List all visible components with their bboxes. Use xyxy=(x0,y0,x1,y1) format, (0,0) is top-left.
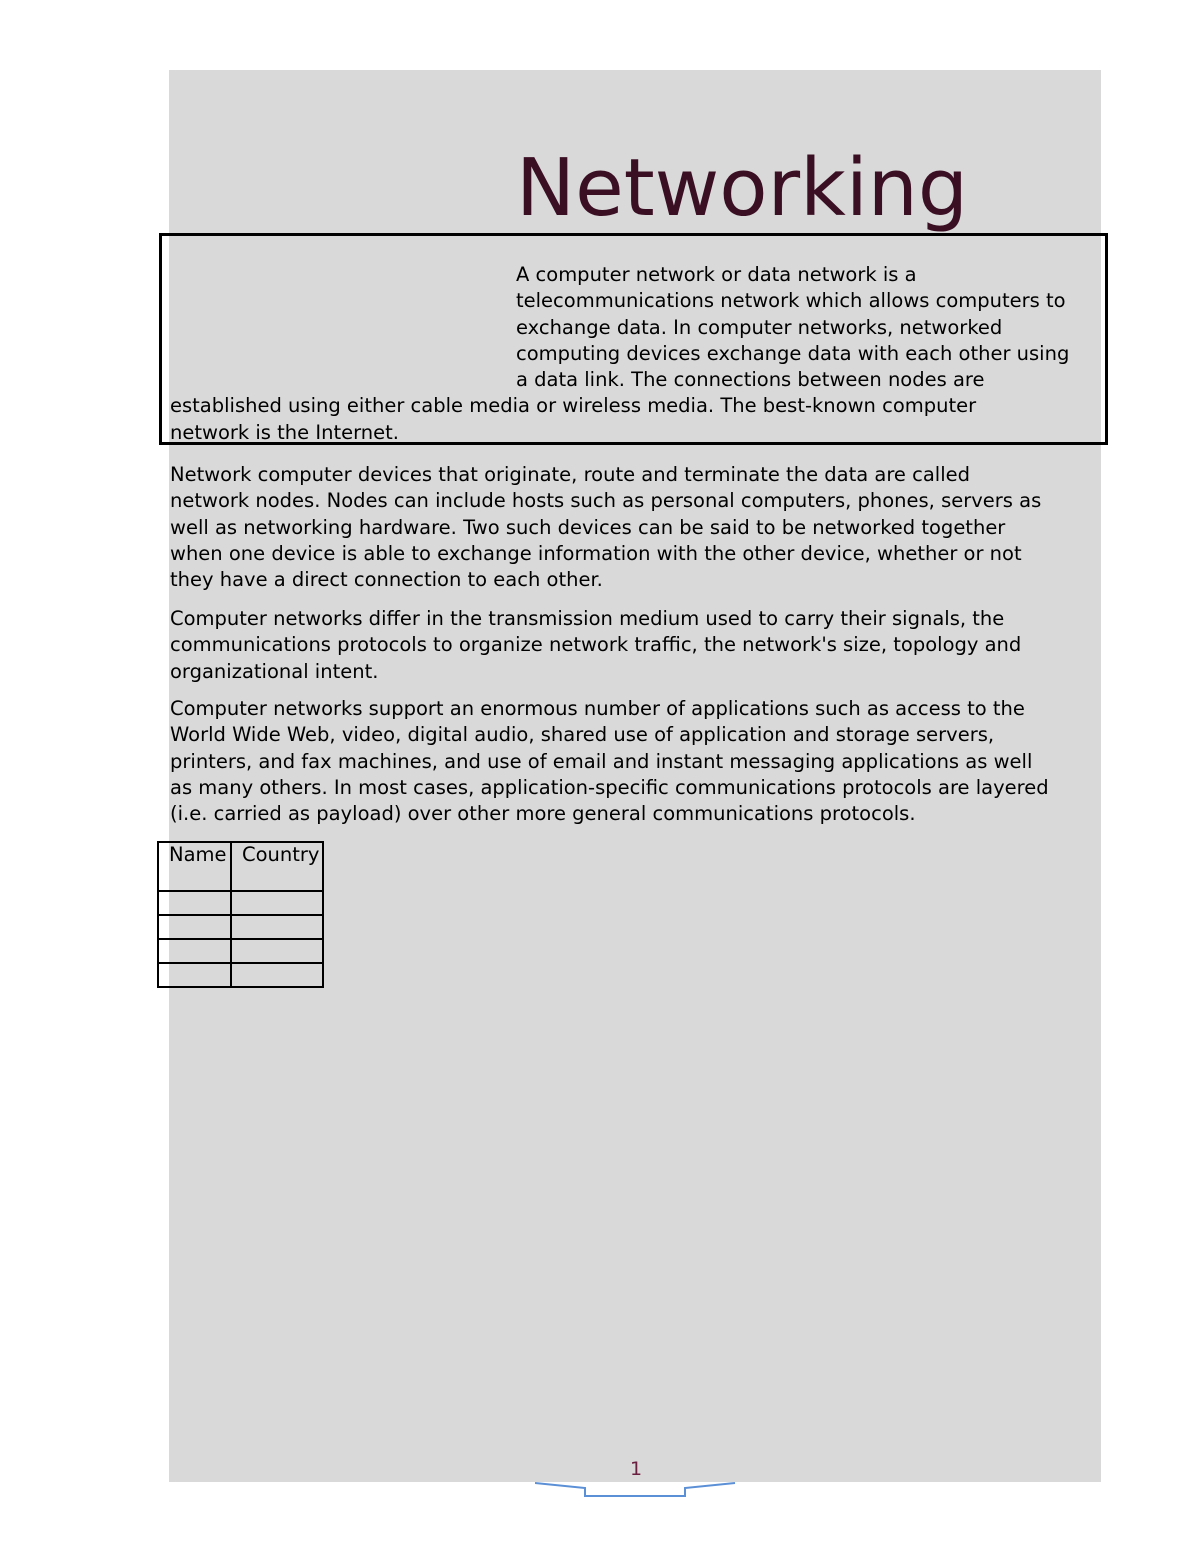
paragraph-line: when one device is able to exchange information with the other device, whether or not xyxy=(170,541,1022,565)
name-country-table xyxy=(157,841,324,988)
table-row xyxy=(158,891,323,915)
footer-page-number xyxy=(535,1455,737,1500)
paragraph-line: well as networking hardware. Two such devices can be said to be networked together xyxy=(170,515,1006,539)
intro-paragraph xyxy=(170,262,1102,446)
table-header-name: Name xyxy=(158,842,231,891)
intro-line: telecommunications network which allows computers to xyxy=(516,289,1066,313)
table-cell[interactable] xyxy=(231,891,323,915)
table-cell[interactable] xyxy=(231,915,323,939)
table-cell[interactable] xyxy=(158,891,231,915)
table-cell[interactable] xyxy=(158,963,231,987)
intro-line: established using either cable media or wireless media. The best-known computer xyxy=(170,394,977,418)
table-cell[interactable] xyxy=(231,963,323,987)
paragraph-line: as many others. In most cases, application-specific communications protocols are layered xyxy=(170,775,1049,799)
paragraph-line: (i.e. carried as payload) over other more general communications protocols. xyxy=(170,802,916,826)
paragraph-network-differences xyxy=(170,606,1102,685)
page-number: 1 xyxy=(629,1458,643,1480)
table-cell[interactable] xyxy=(231,939,323,963)
page-title: Networking xyxy=(516,142,969,234)
table-cell[interactable] xyxy=(158,915,231,939)
intro-line: A computer network or data network is a xyxy=(516,263,917,286)
paragraph-line: they have a direct connection to each other. xyxy=(170,568,603,592)
table-header-row xyxy=(158,842,323,891)
paragraph-line: organizational intent. xyxy=(170,659,379,683)
intro-line: a data link. The connections between nodes are xyxy=(516,368,985,392)
paragraph-line: printers, and fax machines, and use of email and instant messaging applications as well xyxy=(170,749,1033,773)
paragraph-line: World Wide Web, video, digital audio, shared use of application and storage servers, xyxy=(170,723,995,747)
intro-line: computing devices exchange data with each other using xyxy=(516,341,1070,365)
paragraph-network-applications xyxy=(170,696,1102,827)
intro-line: exchange data. In computer networks, networked xyxy=(516,315,1003,339)
paragraph-line: Network computer devices that originate, route and terminate the data are called xyxy=(170,463,970,486)
table-header-country: Country xyxy=(231,842,323,891)
paragraph-network-nodes xyxy=(170,462,1102,593)
table-cell[interactable] xyxy=(158,939,231,963)
intro-line: network is the Internet. xyxy=(170,420,399,444)
table-row xyxy=(158,915,323,939)
paragraph-line: Computer networks support an enormous number of applications such as access to the xyxy=(170,697,1025,720)
table-row xyxy=(158,963,323,987)
paragraph-line: network nodes. Nodes can include hosts such as personal computers, phones, servers as xyxy=(170,489,1042,513)
paragraph-line: communications protocols to organize network traffic, the network's size, topology and xyxy=(170,633,1022,657)
paragraph-line: Computer networks differ in the transmission medium used to carry their signals, the xyxy=(170,607,1005,630)
table-row xyxy=(158,939,323,963)
